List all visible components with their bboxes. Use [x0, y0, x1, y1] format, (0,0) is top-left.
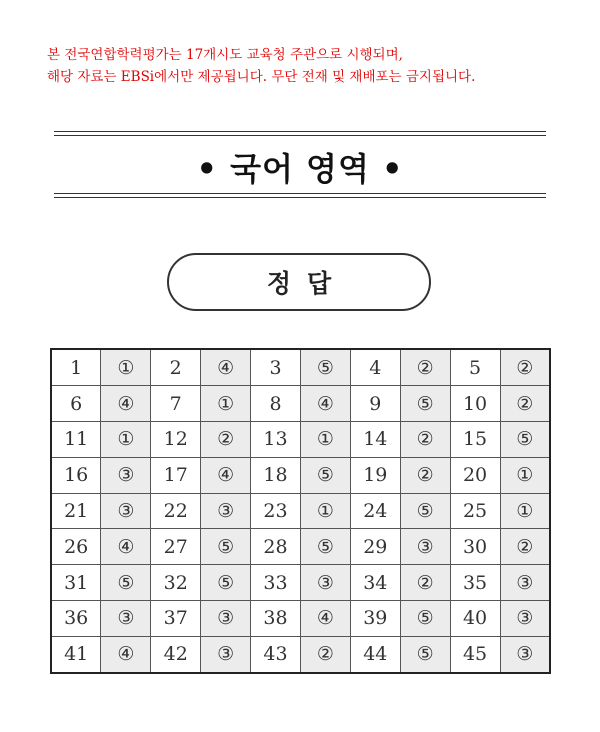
question-number: 6: [51, 386, 101, 422]
answer-key-badge: 정답: [167, 253, 431, 311]
answer-choice: ③: [500, 600, 550, 636]
question-number: 17: [151, 457, 201, 493]
answer-choice: ②: [400, 457, 450, 493]
question-number: 12: [151, 421, 201, 457]
answer-choice: ①: [500, 457, 550, 493]
answer-choice: ③: [500, 565, 550, 601]
question-number: 41: [51, 636, 101, 673]
answer-choice: ⑤: [500, 421, 550, 457]
answer-choice: ①: [300, 421, 350, 457]
question-number: 23: [251, 493, 301, 529]
answer-choice: ②: [300, 636, 350, 673]
answer-choice: ③: [201, 493, 251, 529]
answer-choice: ⑤: [400, 600, 450, 636]
question-number: 39: [350, 600, 400, 636]
answer-choice: ③: [101, 457, 151, 493]
answer-choice: ②: [400, 421, 450, 457]
answer-choice: ④: [300, 600, 350, 636]
answer-choice: ④: [101, 529, 151, 565]
question-number: 35: [450, 565, 500, 601]
title-top-rule-inner: [54, 135, 546, 136]
question-number: 36: [51, 600, 101, 636]
answer-choice: ⑤: [201, 529, 251, 565]
question-number: 10: [450, 386, 500, 422]
question-number: 34: [350, 565, 400, 601]
question-number: 30: [450, 529, 500, 565]
question-number: 44: [350, 636, 400, 673]
question-number: 32: [151, 565, 201, 601]
subject-title: • 국어 영역 •: [196, 150, 404, 188]
answer-row: [51, 349, 550, 386]
answer-choice: ④: [201, 457, 251, 493]
copyright-notice: [47, 44, 567, 88]
answer-choice: ①: [300, 493, 350, 529]
answer-choice: ⑤: [101, 565, 151, 601]
answer-choice: ④: [201, 349, 251, 386]
question-number: 15: [450, 421, 500, 457]
question-number: 18: [251, 457, 301, 493]
answer-row: [51, 600, 550, 636]
answer-choice: ③: [201, 600, 251, 636]
answer-choice: ⑤: [300, 457, 350, 493]
question-number: 11: [51, 421, 101, 457]
answer-choice: ①: [101, 421, 151, 457]
notice-line-2: 해당 자료는 EBSi에서만 제공됩니다. 무단 전재 및 재배포는 금지됩니다.: [47, 69, 476, 85]
question-number: 8: [251, 386, 301, 422]
question-number: 37: [151, 600, 201, 636]
answer-choice: ②: [500, 529, 550, 565]
answer-choice: ⑤: [300, 349, 350, 386]
answer-choice: ①: [101, 349, 151, 386]
answer-choice: ③: [500, 636, 550, 673]
answer-choice: ②: [400, 565, 450, 601]
question-number: 42: [151, 636, 201, 673]
question-number: 27: [151, 529, 201, 565]
answer-choice: ②: [400, 349, 450, 386]
answer-row: [51, 636, 550, 673]
question-number: 3: [251, 349, 301, 386]
answer-choice: ①: [201, 386, 251, 422]
answer-choice: ⑤: [400, 386, 450, 422]
answer-choice: ②: [500, 349, 550, 386]
question-number: 13: [251, 421, 301, 457]
answer-choice: ②: [201, 421, 251, 457]
question-number: 33: [251, 565, 301, 601]
answer-choice: ③: [101, 493, 151, 529]
answer-choice: ⑤: [300, 529, 350, 565]
question-number: 20: [450, 457, 500, 493]
answer-table: [50, 348, 551, 674]
answer-choice: ②: [500, 386, 550, 422]
question-number: 45: [450, 636, 500, 673]
answer-row: [51, 421, 550, 457]
question-number: 21: [51, 493, 101, 529]
question-number: 28: [251, 529, 301, 565]
answer-choice: ⑤: [400, 636, 450, 673]
question-number: 5: [450, 349, 500, 386]
question-number: 22: [151, 493, 201, 529]
answer-choice: ③: [101, 600, 151, 636]
question-number: 14: [350, 421, 400, 457]
answer-choice: ③: [300, 565, 350, 601]
question-number: 43: [251, 636, 301, 673]
answer-choice: ③: [400, 529, 450, 565]
question-number: 40: [450, 600, 500, 636]
question-number: 24: [350, 493, 400, 529]
question-number: 38: [251, 600, 301, 636]
answer-choice: ⑤: [400, 493, 450, 529]
answer-row: [51, 457, 550, 493]
question-number: 4: [350, 349, 400, 386]
answer-row: [51, 386, 550, 422]
question-number: 26: [51, 529, 101, 565]
answer-choice: ⑤: [201, 565, 251, 601]
question-number: 16: [51, 457, 101, 493]
notice-line-1: 본 전국연합학력평가는 17개시도 교육청 주관으로 시행되며,: [47, 47, 403, 63]
question-number: 25: [450, 493, 500, 529]
answer-row: [51, 493, 550, 529]
answer-choice: ④: [300, 386, 350, 422]
question-number: 2: [151, 349, 201, 386]
question-number: 31: [51, 565, 101, 601]
question-number: 19: [350, 457, 400, 493]
answer-row: [51, 529, 550, 565]
question-number: 9: [350, 386, 400, 422]
title-top-rule: [54, 131, 546, 132]
question-number: 1: [51, 349, 101, 386]
answer-choice: ③: [201, 636, 251, 673]
answer-choice: ①: [500, 493, 550, 529]
question-number: 29: [350, 529, 400, 565]
question-number: 7: [151, 386, 201, 422]
title-bottom-rule: [54, 197, 546, 198]
answer-choice: ④: [101, 636, 151, 673]
answer-choice: ④: [101, 386, 151, 422]
title-bottom-rule-inner: [54, 193, 546, 194]
answer-row: [51, 565, 550, 601]
